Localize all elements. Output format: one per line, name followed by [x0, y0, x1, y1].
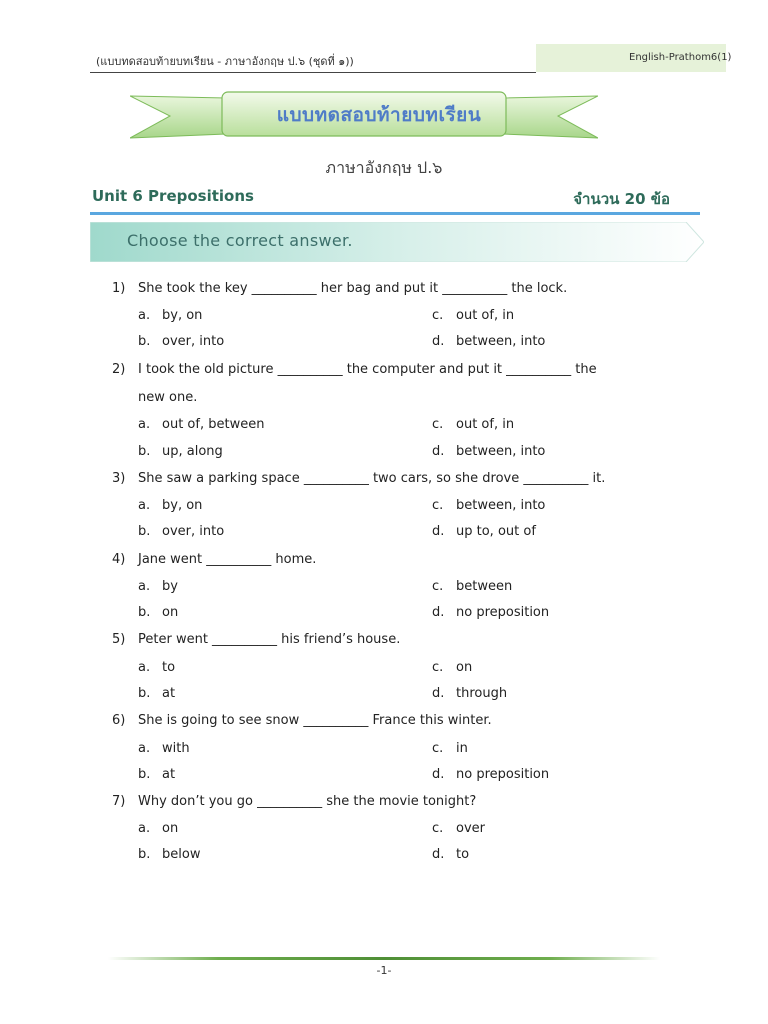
option-c: c. out of, in	[432, 417, 515, 432]
option-b: b. at	[138, 767, 176, 782]
unit-divider	[90, 212, 700, 215]
question-line: 5) Peter went __________ his friend’s house.	[112, 632, 401, 647]
option-b: b. up, along	[138, 444, 223, 459]
option-d: d. no preposition	[432, 605, 550, 620]
question-line-continued: new one.	[138, 390, 198, 405]
option-a: a. by, on	[138, 308, 203, 323]
option-a: a. by	[138, 579, 178, 594]
question-line: 7) Why don’t you go __________ she the movie tonight?	[112, 794, 477, 809]
option-c: c. in	[432, 741, 468, 756]
question-line: 1) She took the key __________ her bag and put it __________ the lock.	[112, 281, 568, 296]
option-d: d. to	[432, 847, 470, 862]
header-left-text: (แบบทดสอบท้ายบทเรียน - ภาษาอังกฤษ ป.๖ (ชุดที่ ๑))	[96, 55, 354, 68]
option-d: d. through	[432, 686, 508, 701]
instruction-text: Choose the correct answer.	[127, 231, 353, 250]
option-b: b. over, into	[138, 524, 225, 539]
option-d: d. between, into	[432, 444, 546, 459]
page-number: -1-	[376, 964, 392, 977]
banner-title: แบบทดสอบท้ายบทเรียน	[276, 104, 482, 126]
option-a: a. to	[138, 660, 176, 675]
question-count: จำนวน 20 ข้อ	[573, 190, 670, 208]
option-b: b. on	[138, 605, 179, 620]
option-a: a. on	[138, 821, 179, 836]
question-line: 4) Jane went __________ home.	[112, 552, 317, 567]
option-c: c. between, into	[432, 498, 546, 513]
option-d: d. up to, out of	[432, 524, 536, 539]
question-line: 6) She is going to see snow __________ France this winter.	[112, 713, 492, 728]
header-right-text: English-Prathom6(1)	[629, 52, 732, 63]
option-a: a. by, on	[138, 498, 203, 513]
question-line: 3) She saw a parking space __________ two cars, so she drove __________ it.	[112, 471, 606, 486]
question-line: 2) I took the old picture __________ the computer and put it __________ the	[112, 362, 597, 377]
option-c: c. on	[432, 660, 473, 675]
header-divider	[90, 72, 536, 73]
unit-title: Unit 6 Prepositions	[92, 187, 254, 205]
option-b: b. at	[138, 686, 176, 701]
option-a: a. with	[138, 741, 190, 756]
ribbon-left-tail	[130, 96, 226, 138]
option-d: d. no preposition	[432, 767, 550, 782]
option-c: c. between	[432, 579, 513, 594]
option-c: c. out of, in	[432, 308, 515, 323]
option-b: b. over, into	[138, 334, 225, 349]
option-a: a. out of, between	[138, 417, 265, 432]
option-d: d. between, into	[432, 334, 546, 349]
footer-divider	[108, 957, 660, 960]
option-c: c. over	[432, 821, 485, 836]
subject-title: ภาษาอังกฤษ ป.๖	[325, 158, 443, 177]
option-b: b. below	[138, 847, 201, 862]
